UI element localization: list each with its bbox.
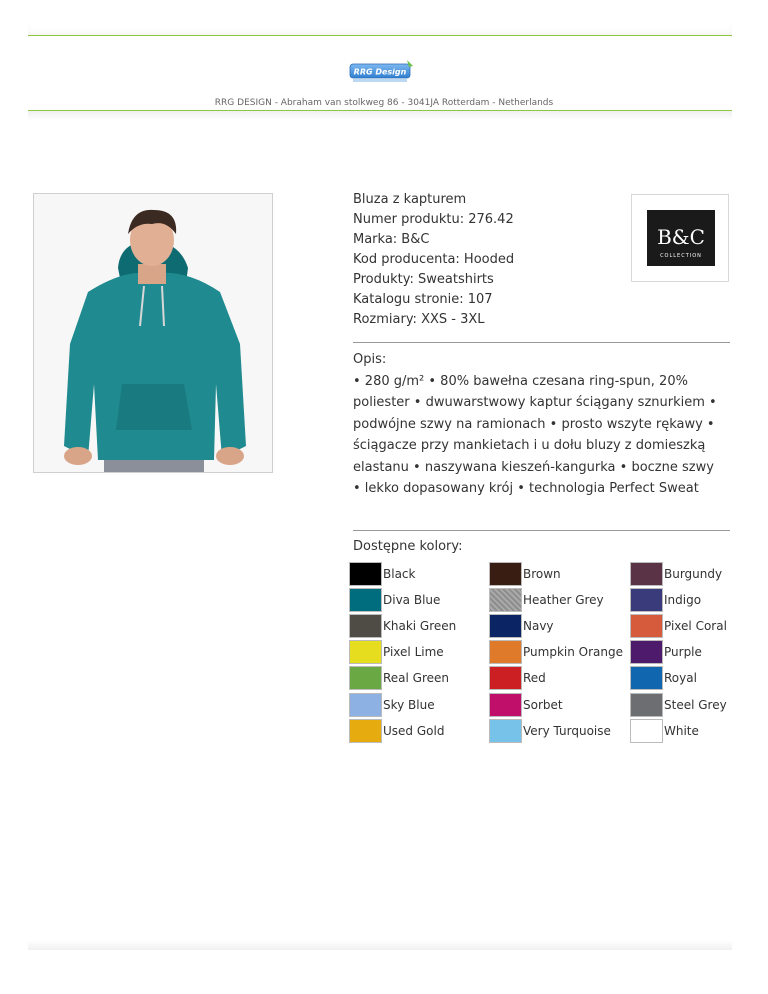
logo-text: RRG Design	[353, 67, 407, 77]
color-swatch	[630, 588, 663, 612]
color-swatch	[349, 588, 382, 612]
color-option	[489, 719, 629, 743]
header-shadow	[28, 111, 732, 121]
divider-description-colors	[353, 530, 730, 531]
color-name: Pixel Coral	[664, 619, 727, 634]
color-option	[349, 588, 489, 612]
color-option	[630, 719, 768, 743]
color-option	[489, 666, 629, 690]
color-name: Sorbet	[523, 697, 563, 712]
color-option	[349, 719, 489, 743]
color-swatch	[349, 693, 382, 717]
color-option	[349, 614, 489, 638]
color-option	[489, 640, 629, 664]
color-name: Red	[523, 671, 546, 686]
color-swatch	[349, 640, 382, 664]
color-option	[630, 588, 768, 612]
brand-logo-box	[631, 194, 729, 282]
description-label: Opis:	[353, 352, 387, 367]
color-name: Purple	[664, 645, 702, 660]
color-option	[630, 614, 768, 638]
product-brand: Marka: B&C	[353, 232, 430, 247]
color-name: Khaki Green	[383, 619, 457, 634]
color-option	[489, 562, 629, 586]
color-swatch	[489, 588, 522, 612]
product-photo	[33, 193, 273, 473]
color-swatch	[630, 719, 663, 743]
color-name: Heather Grey	[523, 593, 604, 608]
color-name: Pixel Lime	[383, 645, 444, 660]
header-top-rule	[28, 35, 732, 36]
color-option	[630, 666, 768, 690]
color-name: Indigo	[664, 593, 702, 608]
color-option	[489, 693, 629, 717]
available-colors-label: Dostępne kolory:	[353, 539, 463, 554]
description-text: • 280 g/m² • 80% bawełna czesana ring-spun, 20% poliester • dwuwarstwowy kaptur ściągany sznurkiem • podwójne szwy na ramionach • prosto wszyte rękawy • ściągacze przy mankietach i u dołu bluzy z domieszką elastanu • naszywana kieszeń-kangurka • boczne szwy • lekko dopasowany krój • technologia Perfect Sweat	[353, 373, 717, 496]
color-swatch	[489, 666, 522, 690]
hoodie-model-photo	[34, 194, 272, 472]
producer-code: Kod producenta: Hooded	[353, 252, 515, 267]
color-swatch	[630, 666, 663, 690]
color-option	[630, 562, 768, 586]
product-category: Produkty: Sweatshirts	[353, 272, 494, 287]
divider-info-description	[353, 342, 730, 343]
color-option	[630, 640, 768, 664]
color-swatch	[349, 562, 382, 586]
color-swatch	[489, 562, 522, 586]
color-name: Royal	[664, 671, 697, 686]
color-name: Black	[383, 567, 416, 581]
rrg-design-logo	[349, 58, 417, 86]
brand-logo-subtext: COLLECTION	[660, 253, 702, 259]
color-swatch	[349, 666, 382, 690]
description	[353, 349, 725, 500]
color-option	[349, 666, 489, 690]
color-swatch	[630, 562, 663, 586]
color-name: Steel Grey	[664, 697, 727, 712]
color-swatch	[489, 640, 522, 664]
color-name: Brown	[523, 567, 561, 581]
catalog-page: Katalogu stronie: 107	[353, 292, 493, 307]
color-name: Burgundy	[664, 567, 723, 581]
product-name: Bluza z kapturem	[353, 192, 467, 207]
page-bottom-shadow	[28, 940, 732, 950]
color-option	[489, 614, 629, 638]
color-swatch	[630, 693, 663, 717]
color-swatch	[630, 640, 663, 664]
color-option	[349, 693, 489, 717]
brand-logo-text: B&C	[657, 225, 705, 249]
color-name: Diva Blue	[383, 593, 441, 608]
color-name: White	[664, 723, 699, 738]
color-option	[349, 640, 489, 664]
color-swatch	[489, 614, 522, 638]
color-name: Real Green	[383, 671, 450, 686]
product-sizes: Rozmiary: XXS - 3XL	[353, 312, 485, 327]
color-swatch	[349, 719, 382, 743]
color-option	[349, 562, 489, 586]
color-name: Navy	[523, 619, 554, 634]
color-name: Sky Blue	[383, 697, 435, 712]
color-name: Very Turquoise	[523, 723, 611, 738]
product-number: Numer produktu: 276.42	[353, 212, 514, 227]
color-swatch	[349, 614, 382, 638]
color-swatch	[489, 719, 522, 743]
color-swatch	[489, 693, 522, 717]
color-swatch	[630, 614, 663, 638]
color-option	[489, 588, 629, 612]
color-name: Used Gold	[383, 723, 445, 738]
company-address: RRG DESIGN - Abraham van stolkweg 86 - 3041JA Rotterdam - Netherlands	[214, 98, 554, 108]
bc-collection-logo	[647, 210, 715, 266]
color-option	[630, 693, 768, 717]
color-name: Pumpkin Orange	[523, 645, 623, 660]
product-info	[353, 190, 514, 330]
